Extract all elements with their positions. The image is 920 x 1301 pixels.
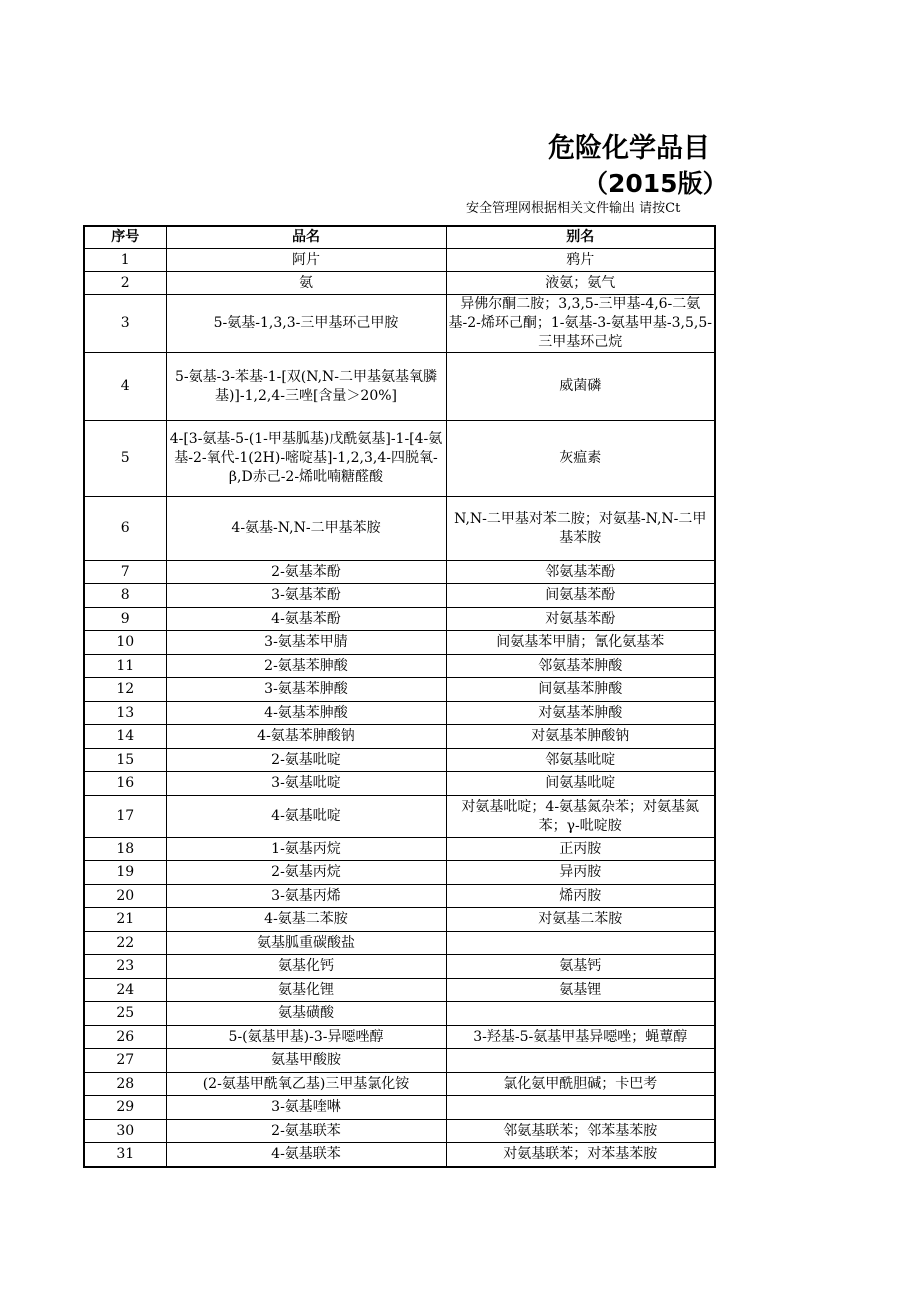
header-alias: 别名 — [446, 226, 715, 249]
cell-alias: 3-羟基-5-氨基甲基异噁唑；蝇蕈醇 — [446, 1026, 715, 1049]
cell-no: 10 — [84, 631, 166, 655]
cell-no: 18 — [84, 838, 166, 861]
cell-name: 3-氨基喹啉 — [166, 1096, 446, 1120]
cell-alias: 对氨基吡啶；4-氨基氮杂苯；对氨基氮苯；γ-吡啶胺 — [446, 796, 715, 838]
header-name: 品名 — [166, 226, 446, 249]
cell-name: 氨 — [166, 272, 446, 295]
table-row — [84, 979, 715, 1002]
cell-alias: 氯化氨甲酰胆碱；卡巴考 — [446, 1073, 715, 1096]
cell-alias: 间氨基苯酚 — [446, 584, 715, 608]
cell-name: 氨基胍重碳酸盐 — [166, 932, 446, 955]
cell-alias — [446, 1049, 715, 1073]
cell-name: 氨基化锂 — [166, 979, 446, 1002]
cell-name: 2-氨基丙烷 — [166, 861, 446, 885]
table-header-row — [84, 226, 715, 249]
table-row — [84, 702, 715, 725]
cell-name: 4-氨基苯胂酸 — [166, 702, 446, 725]
header-no: 序号 — [84, 226, 166, 249]
cell-alias: 对氨基苯胂酸 — [446, 702, 715, 725]
cell-alias: 对氨基联苯；对苯基苯胺 — [446, 1143, 715, 1168]
cell-no: 3 — [84, 295, 166, 353]
table-row — [84, 631, 715, 655]
cell-name: 4-氨基联苯 — [166, 1143, 446, 1168]
cell-no: 2 — [84, 272, 166, 295]
cell-name: 4-氨基二苯胺 — [166, 908, 446, 932]
table-row — [84, 497, 715, 561]
cell-no: 31 — [84, 1143, 166, 1168]
cell-name: 氨基磺酸 — [166, 1002, 446, 1026]
cell-no: 28 — [84, 1073, 166, 1096]
table-row — [84, 725, 715, 749]
cell-alias: 邻氨基吡啶 — [446, 749, 715, 772]
table-row — [84, 838, 715, 861]
cell-alias: 灰瘟素 — [446, 421, 715, 497]
cell-alias: 异佛尔酮二胺；3,3,5-三甲基-4,6-二氨基-2-烯环己酮；1-氨基-3-氨基甲基-3,5,5-三甲基环己烷 — [446, 295, 715, 353]
cell-alias: 烯丙胺 — [446, 885, 715, 908]
cell-name: 3-氨基吡啶 — [166, 772, 446, 796]
cell-name: 4-氨基苯胂酸钠 — [166, 725, 446, 749]
cell-name: 3-氨基苯胂酸 — [166, 678, 446, 702]
cell-no: 19 — [84, 861, 166, 885]
table-row — [84, 249, 715, 272]
cell-no: 26 — [84, 1026, 166, 1049]
cell-alias: 邻氨基苯胂酸 — [446, 655, 715, 678]
cell-no: 4 — [84, 353, 166, 421]
table-row — [84, 772, 715, 796]
cell-name: 3-氨基丙烯 — [166, 885, 446, 908]
cell-alias: 邻氨基联苯；邻苯基苯胺 — [446, 1120, 715, 1143]
cell-name: 阿片 — [166, 249, 446, 272]
table-row — [84, 1073, 715, 1096]
cell-name: 5-氨基-1,3,3-三甲基环己甲胺 — [166, 295, 446, 353]
table-row — [84, 796, 715, 838]
table-row — [84, 421, 715, 497]
cell-no: 1 — [84, 249, 166, 272]
table-row — [84, 1049, 715, 1073]
cell-no: 16 — [84, 772, 166, 796]
cell-name: 3-氨基苯甲腈 — [166, 631, 446, 655]
cell-name: 氨基化钙 — [166, 955, 446, 979]
cell-alias — [446, 932, 715, 955]
cell-no: 25 — [84, 1002, 166, 1026]
table-row — [84, 749, 715, 772]
cell-name: 4-氨基-N,N-二甲基苯胺 — [166, 497, 446, 561]
table-row — [84, 678, 715, 702]
table-row — [84, 1143, 715, 1168]
cell-no: 23 — [84, 955, 166, 979]
cell-alias: 液氨；氨气 — [446, 272, 715, 295]
cell-name: (2-氨基甲酰氧乙基)三甲基氯化铵 — [166, 1073, 446, 1096]
cell-alias: 氨基锂 — [446, 979, 715, 1002]
table-row — [84, 272, 715, 295]
cell-name: 4-氨基吡啶 — [166, 796, 446, 838]
cell-no: 7 — [84, 561, 166, 584]
source-note: 安全管理网根据相关文件输出 请按Ct — [466, 201, 681, 216]
cell-no: 9 — [84, 608, 166, 631]
cell-no: 5 — [84, 421, 166, 497]
table-row — [84, 1026, 715, 1049]
cell-alias: 间氨基苯胂酸 — [446, 678, 715, 702]
cell-alias: 对氨基苯酚 — [446, 608, 715, 631]
cell-alias: N,N-二甲基对苯二胺；对氨基-N,N-二甲基苯胺 — [446, 497, 715, 561]
cell-name: 2-氨基联苯 — [166, 1120, 446, 1143]
cell-name: 1-氨基丙烷 — [166, 838, 446, 861]
cell-name: 5-氨基-3-苯基-1-[双(N,N-二甲基氨基氧膦基)]-1,2,4-三唑[含量＞20%] — [166, 353, 446, 421]
table-row — [84, 885, 715, 908]
cell-name: 4-氨基苯酚 — [166, 608, 446, 631]
table-body — [84, 249, 715, 1168]
cell-alias: 氨基钙 — [446, 955, 715, 979]
cell-name: 2-氨基苯酚 — [166, 561, 446, 584]
cell-no: 20 — [84, 885, 166, 908]
cell-no: 8 — [84, 584, 166, 608]
cell-no: 29 — [84, 1096, 166, 1120]
cell-alias: 间氨基苯甲腈；氰化氨基苯 — [446, 631, 715, 655]
cell-alias: 鸦片 — [446, 249, 715, 272]
cell-name: 4-[3-氨基-5-(1-甲基胍基)戊酰氨基]-1-[4-氨基-2-氧代-1(2H)-嘧啶基]-1,2,3,4-四脱氧-β,D赤己-2-烯吡喃糖醛酸 — [166, 421, 446, 497]
table-row — [84, 561, 715, 584]
table-row — [84, 908, 715, 932]
cell-name: 3-氨基苯酚 — [166, 584, 446, 608]
cell-no: 11 — [84, 655, 166, 678]
cell-no: 21 — [84, 908, 166, 932]
table-row — [84, 955, 715, 979]
table-row — [84, 584, 715, 608]
document-title: 危险化学品目 — [548, 133, 710, 164]
cell-no: 22 — [84, 932, 166, 955]
cell-no: 14 — [84, 725, 166, 749]
cell-alias: 对氨基苯胂酸钠 — [446, 725, 715, 749]
cell-no: 27 — [84, 1049, 166, 1073]
cell-name: 2-氨基吡啶 — [166, 749, 446, 772]
table-row — [84, 295, 715, 353]
table-row — [84, 1002, 715, 1026]
cell-alias — [446, 1096, 715, 1120]
cell-alias: 异丙胺 — [446, 861, 715, 885]
cell-name: 5-(氨基甲基)-3-异噁唑醇 — [166, 1026, 446, 1049]
cell-no: 24 — [84, 979, 166, 1002]
cell-name: 2-氨基苯胂酸 — [166, 655, 446, 678]
table-row — [84, 1096, 715, 1120]
table-row — [84, 932, 715, 955]
table-row — [84, 353, 715, 421]
cell-no: 15 — [84, 749, 166, 772]
table-row — [84, 655, 715, 678]
cell-alias: 威菌磷 — [446, 353, 715, 421]
cell-alias: 间氨基吡啶 — [446, 772, 715, 796]
cell-name: 氨基甲酸胺 — [166, 1049, 446, 1073]
chemicals-table — [83, 225, 716, 1168]
cell-no: 6 — [84, 497, 166, 561]
cell-alias — [446, 1002, 715, 1026]
document-subtitle: （2015版） — [583, 169, 728, 198]
cell-no: 17 — [84, 796, 166, 838]
cell-alias: 邻氨基苯酚 — [446, 561, 715, 584]
cell-alias: 对氨基二苯胺 — [446, 908, 715, 932]
cell-alias: 正丙胺 — [446, 838, 715, 861]
table-row — [84, 861, 715, 885]
table-row — [84, 608, 715, 631]
cell-no: 30 — [84, 1120, 166, 1143]
cell-no: 12 — [84, 678, 166, 702]
cell-no: 13 — [84, 702, 166, 725]
table-row — [84, 1120, 715, 1143]
